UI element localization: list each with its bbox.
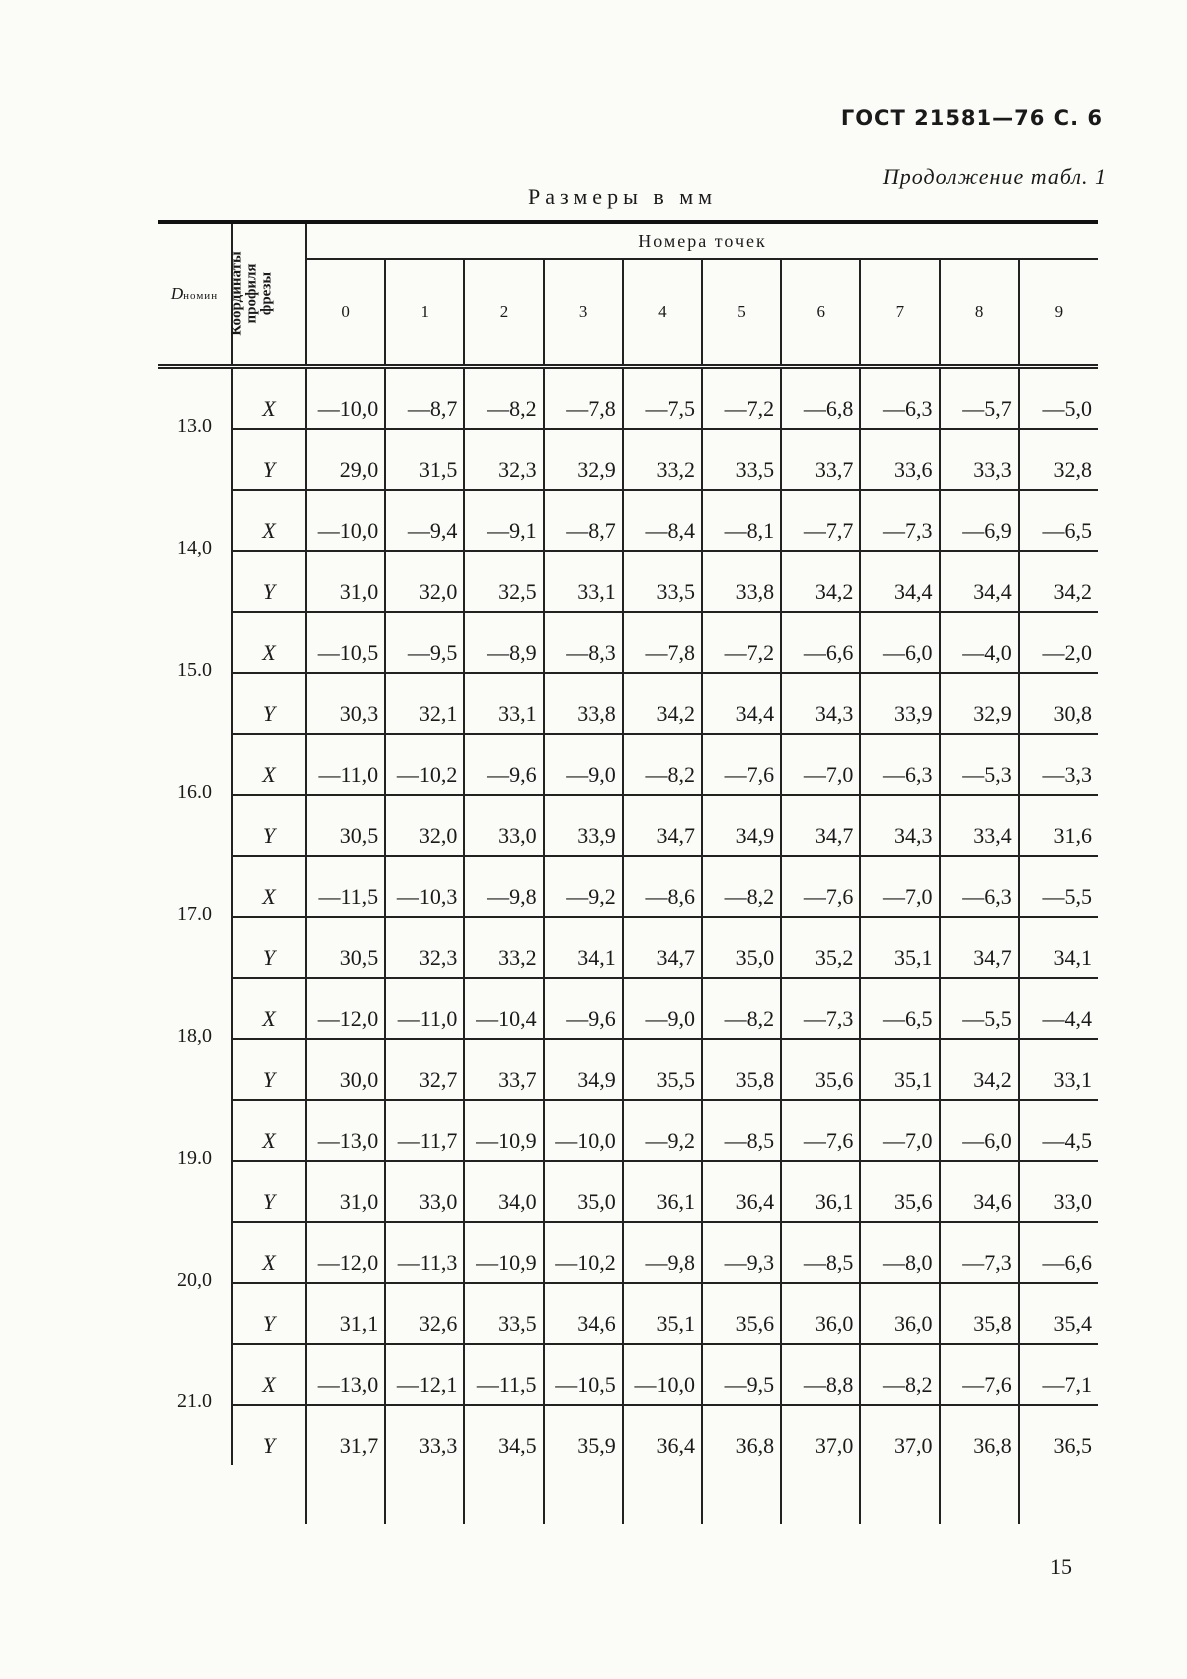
coordinate-value-cell: 32,3 — [464, 429, 543, 490]
coordinate-value-cell: 33,1 — [464, 673, 543, 734]
coordinate-value-cell: —6,0 — [860, 612, 939, 673]
coordinate-value-cell: —4,5 — [1019, 1100, 1098, 1161]
coordinate-value-cell: 34,7 — [781, 795, 860, 856]
coordinate-value-cell: 32,5 — [464, 551, 543, 612]
table-body — [158, 367, 1098, 1525]
coordinate-value-cell: —5,5 — [1019, 856, 1098, 917]
coordinate-value-cell: —5,5 — [940, 978, 1019, 1039]
coordinate-value-cell: —6,0 — [940, 1100, 1019, 1161]
table-continuation-label: Продолжение табл. 1 — [882, 164, 1107, 189]
coordinate-value-cell: —8,2 — [702, 978, 781, 1039]
d-nominal-cell: 14,0 — [158, 490, 232, 612]
coordinate-value-cell: 34,9 — [544, 1039, 623, 1100]
empty-cell — [306, 1465, 385, 1524]
coordinate-value-cell: 36,0 — [860, 1283, 939, 1344]
coordinate-value-cell: 34,2 — [781, 551, 860, 612]
coordinate-value-cell: 36,8 — [940, 1405, 1019, 1465]
coordinate-value-cell: —10,9 — [464, 1222, 543, 1283]
coordinate-value-cell: —4,0 — [940, 612, 1019, 673]
coordinate-value-cell: 36,1 — [623, 1161, 702, 1222]
profile-coordinates-table — [158, 220, 1098, 1524]
coordinate-value-cell: —7,7 — [781, 490, 860, 551]
axis-label-cell: Y — [232, 1405, 306, 1465]
axis-label-cell: X — [232, 490, 306, 551]
coordinate-value-cell: 33,3 — [385, 1405, 464, 1465]
coordinate-value-cell: 35,0 — [702, 917, 781, 978]
coordinate-value-cell: 32,9 — [544, 429, 623, 490]
coordinate-value-cell: —8,8 — [781, 1344, 860, 1405]
coordinate-value-cell: 33,2 — [464, 917, 543, 978]
coordinate-value-cell: 32,1 — [385, 673, 464, 734]
coordinate-value-cell: 34,5 — [464, 1405, 543, 1465]
coordinate-value-cell: —6,3 — [860, 734, 939, 795]
coordinate-value-cell: —11,0 — [306, 734, 385, 795]
coordinate-value-cell: 31,0 — [306, 1161, 385, 1222]
coordinate-value-cell: —8,0 — [860, 1222, 939, 1283]
coordinate-value-cell: —7,3 — [940, 1222, 1019, 1283]
coordinate-value-cell: —7,0 — [860, 856, 939, 917]
coordinate-value-cell: —7,0 — [781, 734, 860, 795]
coordinate-value-cell: 34,2 — [623, 673, 702, 734]
coordinate-value-cell: —11,7 — [385, 1100, 464, 1161]
point-number-header: 4 — [623, 259, 702, 367]
empty-cell — [158, 1465, 232, 1524]
coordinate-value-cell: —9,1 — [464, 490, 543, 551]
point-number-header: 8 — [940, 259, 1019, 367]
coordinate-value-cell: 36,4 — [623, 1405, 702, 1465]
coordinate-value-cell: —7,5 — [623, 367, 702, 430]
coordinate-value-cell: 33,6 — [860, 429, 939, 490]
coordinate-value-cell: 35,2 — [781, 917, 860, 978]
coordinate-value-cell: —10,3 — [385, 856, 464, 917]
d-nominal-header — [158, 222, 232, 367]
coordinate-value-cell: 30,5 — [306, 917, 385, 978]
coordinate-value-cell: 35,9 — [544, 1405, 623, 1465]
coordinate-value-cell: —8,1 — [702, 490, 781, 551]
coordinate-value-cell: —5,0 — [1019, 367, 1098, 430]
empty-cell — [1019, 1465, 1098, 1524]
empty-cell — [702, 1465, 781, 1524]
coordinate-value-cell: 33,1 — [1019, 1039, 1098, 1100]
coordinate-value-cell: —9,5 — [385, 612, 464, 673]
coordinate-value-cell: 33,2 — [623, 429, 702, 490]
coordinate-value-cell: 34,9 — [702, 795, 781, 856]
point-number-header: 2 — [464, 259, 543, 367]
coordinate-value-cell: 33,8 — [544, 673, 623, 734]
coordinate-value-cell: 35,8 — [702, 1039, 781, 1100]
coordinate-value-cell: —2,0 — [1019, 612, 1098, 673]
coordinate-value-cell: —7,6 — [940, 1344, 1019, 1405]
axis-label-cell: Y — [232, 917, 306, 978]
d-label: D — [170, 284, 184, 303]
d-nominal-cell: 20,0 — [158, 1222, 232, 1344]
coordinate-value-cell: 34,3 — [781, 673, 860, 734]
coordinate-value-cell: —9,4 — [385, 490, 464, 551]
axis-label-cell: X — [232, 1100, 306, 1161]
table-row — [158, 734, 1098, 795]
coordinate-value-cell: —6,3 — [860, 367, 939, 430]
table-row — [158, 490, 1098, 551]
point-number-header: 7 — [860, 259, 939, 367]
empty-cell — [940, 1465, 1019, 1524]
table-row — [158, 1283, 1098, 1344]
table-row — [158, 1344, 1098, 1405]
coordinate-value-cell: —8,7 — [385, 367, 464, 430]
coordinate-header — [228, 222, 306, 367]
coordinate-value-cell: —7,6 — [702, 734, 781, 795]
coordinate-value-cell: —11,5 — [464, 1344, 543, 1405]
table-row — [158, 367, 1098, 430]
coordinate-value-cell: 31,6 — [1019, 795, 1098, 856]
page-number: 15 — [1050, 1554, 1072, 1579]
coordinate-value-cell: —6,3 — [940, 856, 1019, 917]
coordinate-value-cell: 34,1 — [1019, 917, 1098, 978]
table-row — [158, 1222, 1098, 1283]
coordinate-value-cell: 35,4 — [1019, 1283, 1098, 1344]
coordinate-value-cell: 33,0 — [1019, 1161, 1098, 1222]
axis-label-cell: X — [232, 734, 306, 795]
point-number-header: 9 — [1019, 259, 1098, 367]
coordinate-value-cell: —8,9 — [464, 612, 543, 673]
coordinate-value-cell: 31,0 — [306, 551, 385, 612]
table-row — [158, 917, 1098, 978]
coordinate-value-cell: —10,0 — [544, 1100, 623, 1161]
coordinate-value-cell: —8,2 — [623, 734, 702, 795]
coordinate-value-cell: —10,2 — [385, 734, 464, 795]
coordinate-value-cell: 34,7 — [623, 795, 702, 856]
coordinate-value-cell: —7,2 — [702, 367, 781, 430]
coordinate-value-cell: —10,0 — [306, 367, 385, 430]
coordinate-value-cell: 36,1 — [781, 1161, 860, 1222]
units-label: Размеры в мм — [528, 184, 718, 209]
empty-cell — [232, 1465, 306, 1524]
table-row — [158, 795, 1098, 856]
coordinate-value-cell: —10,5 — [306, 612, 385, 673]
empty-cell — [544, 1465, 623, 1524]
empty-cell — [385, 1465, 464, 1524]
coordinate-value-cell: —4,4 — [1019, 978, 1098, 1039]
point-number-header: 1 — [385, 259, 464, 367]
table-row — [158, 1405, 1098, 1465]
coordinate-value-cell: —10,5 — [544, 1344, 623, 1405]
coordinate-value-cell: —10,9 — [464, 1100, 543, 1161]
coordinate-value-cell: 33,5 — [702, 429, 781, 490]
table-row — [158, 612, 1098, 673]
coordinate-value-cell: 34,6 — [940, 1161, 1019, 1222]
coordinate-value-cell: 29,0 — [306, 429, 385, 490]
coordinate-value-cell: —8,7 — [544, 490, 623, 551]
coordinate-value-cell: —11,0 — [385, 978, 464, 1039]
point-number-header: 0 — [306, 259, 385, 367]
coordinate-value-cell: —12,0 — [306, 1222, 385, 1283]
axis-label-cell: Y — [232, 1039, 306, 1100]
coordinate-value-cell: —3,3 — [1019, 734, 1098, 795]
coordinate-value-cell: 34,6 — [544, 1283, 623, 1344]
empty-cell — [860, 1465, 939, 1524]
coordinate-value-cell: —9,0 — [544, 734, 623, 795]
coordinate-header-label: Координаты профиля фрезы — [228, 251, 275, 336]
table-tail-row — [158, 1465, 1098, 1524]
coordinate-value-cell: 33,9 — [544, 795, 623, 856]
coordinate-value-cell: 33,9 — [860, 673, 939, 734]
coordinate-value-cell: 31,1 — [306, 1283, 385, 1344]
coordinate-value-cell: —9,6 — [464, 734, 543, 795]
coordinate-value-cell: 32,8 — [1019, 429, 1098, 490]
axis-label-cell: Y — [232, 673, 306, 734]
d-nominal-cell: 16.0 — [158, 734, 232, 856]
table-row — [158, 1161, 1098, 1222]
coordinate-value-cell: —7,3 — [781, 978, 860, 1039]
d-nominal-cell: 18,0 — [158, 978, 232, 1100]
coordinate-value-cell: 32,3 — [385, 917, 464, 978]
coordinate-value-cell: 33,5 — [464, 1283, 543, 1344]
coordinate-value-cell: 34,7 — [940, 917, 1019, 978]
coordinate-value-cell: —7,8 — [544, 367, 623, 430]
coordinate-value-cell: —12,1 — [385, 1344, 464, 1405]
axis-label-cell: Y — [232, 795, 306, 856]
coordinate-value-cell: —9,8 — [464, 856, 543, 917]
axis-label-cell: X — [232, 1222, 306, 1283]
coordinate-value-cell: —8,2 — [464, 367, 543, 430]
coordinate-value-cell: 36,8 — [702, 1405, 781, 1465]
table-row — [158, 856, 1098, 917]
coordinate-value-cell: —5,3 — [940, 734, 1019, 795]
coordinate-value-cell: —6,5 — [1019, 490, 1098, 551]
coordinate-value-cell: —6,9 — [940, 490, 1019, 551]
coordinate-value-cell: —10,0 — [306, 490, 385, 551]
point-number-header: 5 — [702, 259, 781, 367]
coordinate-value-cell: 33,1 — [544, 551, 623, 612]
coordinate-value-cell: 34,4 — [940, 551, 1019, 612]
coordinate-value-cell: —12,0 — [306, 978, 385, 1039]
axis-label-cell: X — [232, 367, 306, 430]
coordinate-value-cell: —8,6 — [623, 856, 702, 917]
coordinate-value-cell: —7,3 — [860, 490, 939, 551]
coordinate-value-cell: —7,8 — [623, 612, 702, 673]
table-row — [158, 673, 1098, 734]
coordinate-value-cell: —5,7 — [940, 367, 1019, 430]
coordinate-value-cell: 34,0 — [464, 1161, 543, 1222]
coordinate-value-cell: 34,2 — [1019, 551, 1098, 612]
axis-label-cell: Y — [232, 1161, 306, 1222]
coordinate-value-cell: 36,4 — [702, 1161, 781, 1222]
coordinate-value-cell: 34,7 — [623, 917, 702, 978]
coordinate-value-cell: 34,4 — [860, 551, 939, 612]
coordinate-value-cell: —7,0 — [860, 1100, 939, 1161]
d-nominal-cell: 19.0 — [158, 1100, 232, 1222]
empty-cell — [623, 1465, 702, 1524]
coordinate-value-cell: 33,0 — [385, 1161, 464, 1222]
coordinate-value-cell: —9,0 — [623, 978, 702, 1039]
coordinate-value-cell: —10,4 — [464, 978, 543, 1039]
coordinate-value-cell: —10,2 — [544, 1222, 623, 1283]
coordinate-value-cell: 34,3 — [860, 795, 939, 856]
coordinate-value-cell: 32,7 — [385, 1039, 464, 1100]
coordinate-value-cell: —9,5 — [702, 1344, 781, 1405]
coordinate-value-cell: 31,5 — [385, 429, 464, 490]
coordinate-value-cell: 35,6 — [860, 1161, 939, 1222]
coordinate-value-cell: 33,7 — [464, 1039, 543, 1100]
axis-label-cell: Y — [232, 1283, 306, 1344]
coordinate-value-cell: 32,9 — [940, 673, 1019, 734]
empty-cell — [464, 1465, 543, 1524]
coordinate-value-cell: 33,3 — [940, 429, 1019, 490]
coordinate-value-cell: 35,1 — [623, 1283, 702, 1344]
coordinate-value-cell: —7,6 — [781, 856, 860, 917]
d-nominal-cell: 21.0 — [158, 1344, 232, 1465]
coordinate-value-cell: 33,0 — [464, 795, 543, 856]
coordinate-value-cell: 35,8 — [940, 1283, 1019, 1344]
coordinate-value-cell: —9,6 — [544, 978, 623, 1039]
axis-label-cell: Y — [232, 429, 306, 490]
coordinate-value-cell: 33,4 — [940, 795, 1019, 856]
coordinate-value-cell: —8,5 — [781, 1222, 860, 1283]
coordinate-value-cell: 30,3 — [306, 673, 385, 734]
point-number-header: 3 — [544, 259, 623, 367]
d-subscript: номин — [183, 290, 219, 302]
coordinate-value-cell: 37,0 — [781, 1405, 860, 1465]
coordinate-value-cell: 33,5 — [623, 551, 702, 612]
coordinate-value-cell: —9,2 — [623, 1100, 702, 1161]
coordinate-value-cell: 34,1 — [544, 917, 623, 978]
point-number-header: 6 — [781, 259, 860, 367]
coordinate-value-cell: 35,5 — [623, 1039, 702, 1100]
coordinate-value-cell: 35,6 — [702, 1283, 781, 1344]
coordinate-value-cell: —6,8 — [781, 367, 860, 430]
coordinate-value-cell: —7,1 — [1019, 1344, 1098, 1405]
coordinate-value-cell: —9,2 — [544, 856, 623, 917]
table-row — [158, 1100, 1098, 1161]
axis-label-cell: X — [232, 1344, 306, 1405]
coordinate-value-cell: —6,6 — [1019, 1222, 1098, 1283]
coordinate-value-cell: 34,4 — [702, 673, 781, 734]
coordinate-value-cell: 35,1 — [860, 917, 939, 978]
coordinate-value-cell: 35,6 — [781, 1039, 860, 1100]
axis-label-cell: X — [232, 856, 306, 917]
coordinate-value-cell: 35,1 — [860, 1039, 939, 1100]
coordinate-value-cell: 31,7 — [306, 1405, 385, 1465]
coordinate-value-cell: —9,8 — [623, 1222, 702, 1283]
coordinate-value-cell: 32,6 — [385, 1283, 464, 1344]
table-row — [158, 1039, 1098, 1100]
coordinate-value-cell: 35,0 — [544, 1161, 623, 1222]
d-nominal-cell: 15.0 — [158, 612, 232, 734]
d-nominal-cell: 17.0 — [158, 856, 232, 978]
coordinate-value-cell: —13,0 — [306, 1100, 385, 1161]
coordinate-value-cell: —7,6 — [781, 1100, 860, 1161]
coordinate-value-cell: 32,0 — [385, 551, 464, 612]
axis-label-cell: X — [232, 612, 306, 673]
table-row — [158, 551, 1098, 612]
coordinate-value-cell: —10,0 — [623, 1344, 702, 1405]
coordinate-value-cell: 33,8 — [702, 551, 781, 612]
axis-label-cell: Y — [232, 551, 306, 612]
coordinate-value-cell: 37,0 — [860, 1405, 939, 1465]
coordinate-value-cell: 32,0 — [385, 795, 464, 856]
coordinate-value-cell: —8,2 — [860, 1344, 939, 1405]
coordinate-value-cell: 30,5 — [306, 795, 385, 856]
coordinate-value-cell: 33,7 — [781, 429, 860, 490]
coordinate-value-cell: —9,3 — [702, 1222, 781, 1283]
coordinate-value-cell: 36,5 — [1053, 1433, 1092, 1458]
coordinate-value-cell: —8,2 — [702, 856, 781, 917]
coordinate-value-cell: —8,3 — [544, 612, 623, 673]
standard-header: ГОСТ 21581—76 С. 6 — [840, 106, 1103, 130]
coordinate-value-cell: —11,5 — [306, 856, 385, 917]
empty-cell — [781, 1465, 860, 1524]
coordinate-value-cell: —6,6 — [781, 612, 860, 673]
coordinate-value-cell: —11,3 — [385, 1222, 464, 1283]
coordinate-value-cell: 30,8 — [1019, 673, 1098, 734]
coordinate-value-cell: 34,2 — [940, 1039, 1019, 1100]
coordinate-value-cell: —8,5 — [702, 1100, 781, 1161]
coordinate-value-cell: —7,2 — [702, 612, 781, 673]
coordinate-value-cell: —8,4 — [623, 490, 702, 551]
coordinate-value-cell: —13,0 — [306, 1344, 385, 1405]
axis-label-cell: X — [232, 978, 306, 1039]
coordinate-value-cell: 30,0 — [306, 1039, 385, 1100]
table-row — [158, 978, 1098, 1039]
coordinate-value-cell: —6,5 — [860, 978, 939, 1039]
coordinate-value-cell: 36,0 — [781, 1283, 860, 1344]
d-nominal-cell: 13.0 — [158, 367, 232, 491]
points-header: Номера точек — [306, 222, 1098, 259]
table-row — [158, 429, 1098, 490]
